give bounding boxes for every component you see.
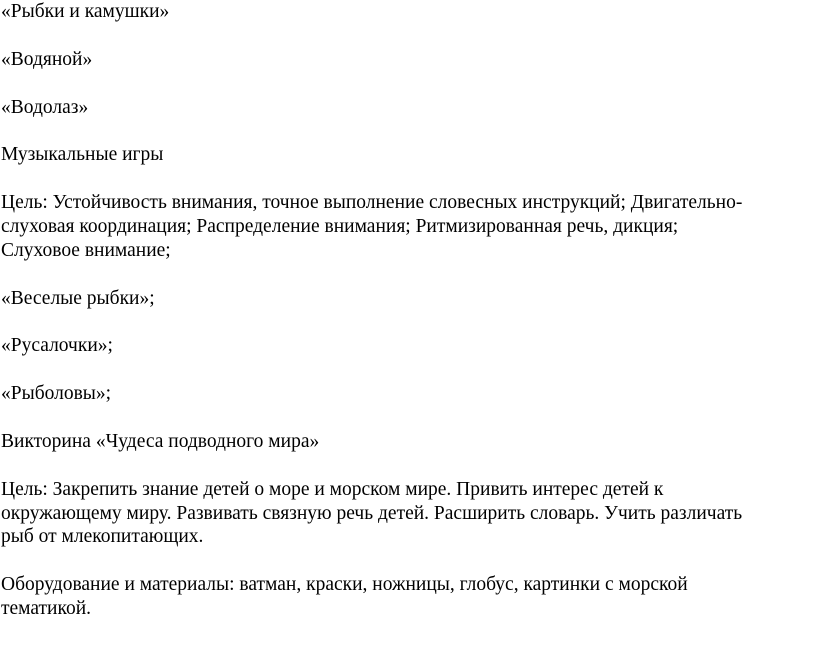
quiz-goal	[1, 478, 806, 549]
text-line: Слуховое внимание;	[1, 239, 171, 261]
game-title-happy-fish	[1, 287, 806, 311]
text-line: «Рыбки и камушки»	[1, 1, 170, 22]
text-line: Оборудование и материалы: ватман, краски, ножницы, глобус, картинки с морской	[1, 574, 688, 596]
text-line: Цель: Устойчивость внимания, точное выполнение словесных инструкций; Двигательно-	[1, 192, 743, 214]
game-title-diver	[1, 96, 806, 120]
section-heading-music-games	[1, 143, 806, 167]
section-heading-quiz	[1, 430, 806, 454]
text-line: Цель: Закрепить знание детей о море и морском мире. Привить интерес детей к	[1, 478, 664, 500]
text-line: Викторина «Чудеса подводного мира»	[1, 430, 320, 452]
game-title-fishermen	[1, 382, 806, 406]
text-line: «Русалочки»;	[1, 335, 113, 357]
text-line: «Веселые рыбки»;	[1, 287, 155, 309]
text-line: рыб от млекопитающих.	[1, 526, 204, 548]
text-line: «Рыболовы»;	[1, 383, 112, 405]
game-title-fish-and-pebbles	[1, 0, 806, 24]
text-line: слуховая координация; Распределение внимания; Ритмизированная речь, дикция;	[1, 215, 679, 237]
text-line: окружающему миру. Развивать связную речь детей. Расширить словарь. Учить различать	[1, 502, 743, 524]
music-games-goal	[1, 191, 806, 262]
text-line: «Водяной»	[1, 48, 93, 70]
quiz-equipment	[1, 573, 806, 621]
game-title-mermaids	[1, 334, 806, 358]
text-line: «Водолаз»	[1, 96, 89, 118]
text-line: тематикой.	[1, 597, 92, 619]
text-line: Музыкальные игры	[1, 144, 164, 166]
game-title-water-spirit	[1, 48, 806, 72]
